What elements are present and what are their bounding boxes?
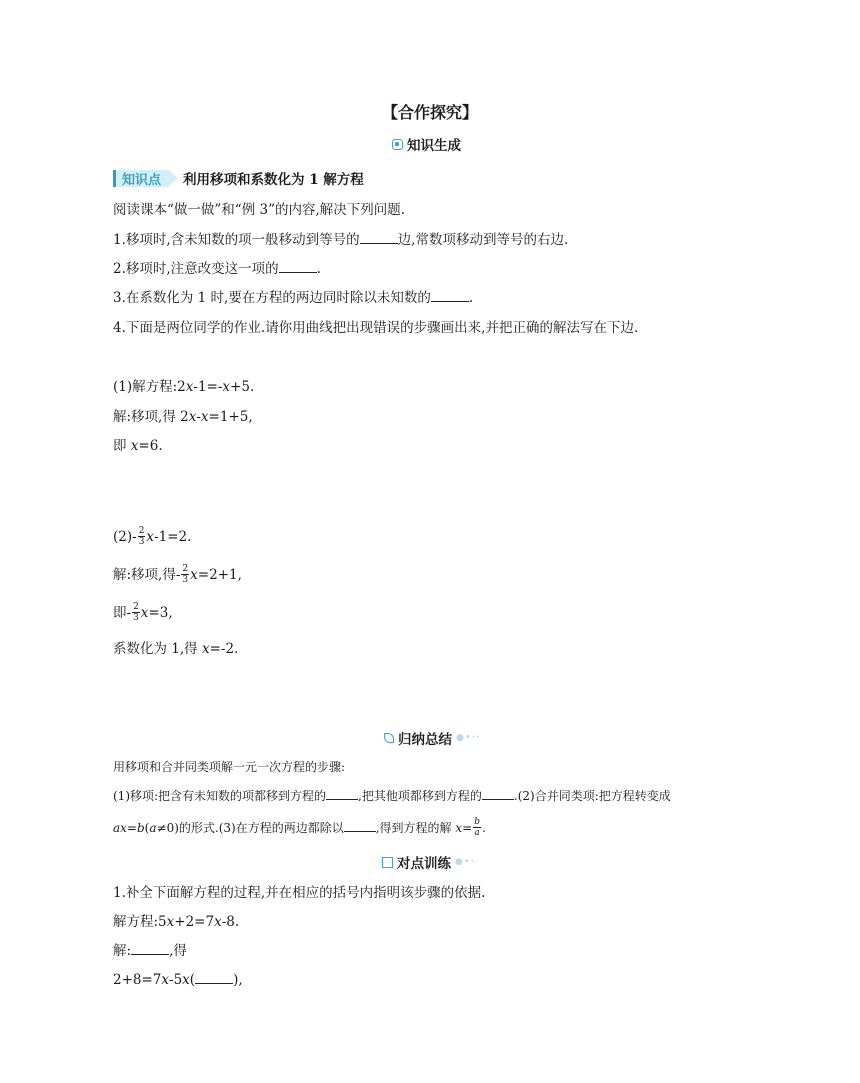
fraction-numerator: b xyxy=(474,817,480,827)
var-x: x xyxy=(130,438,139,454)
work2-text: (2)- xyxy=(113,529,137,545)
var-x: x xyxy=(190,567,198,583)
var-x: x xyxy=(182,972,190,988)
summary-text: = xyxy=(462,821,473,835)
answer-blank xyxy=(360,230,398,244)
knowledge-point-title: 利用移项和系数化为 1 解方程 xyxy=(183,172,364,188)
summary-line3 xyxy=(113,818,486,839)
exercise-line1: 1.补全下面解方程的过程,并在相应的括号内指明该步骤的依据. xyxy=(113,885,486,901)
leaf-icon xyxy=(384,733,394,743)
var-x: x xyxy=(146,529,155,545)
work2-line1 xyxy=(113,527,191,548)
page-title: 【合作探究】 xyxy=(381,103,478,122)
decorative-dots-icon: ●•·· xyxy=(456,733,481,743)
fraction-denominator: a xyxy=(474,828,480,838)
knowledge-point-badge: 知识点 xyxy=(113,170,169,187)
question-4: 4.下面是两位同学的作业.请你用曲线把出现错误的步骤画出来,并把正确的解法写在下边. xyxy=(113,320,639,336)
var-x: x xyxy=(161,972,170,988)
work1-text: - xyxy=(196,409,201,425)
section-heading-summary xyxy=(384,728,480,748)
work2-text: -1=2. xyxy=(154,529,192,545)
work1-text: =6. xyxy=(138,438,163,454)
exercise-text: +2=7 xyxy=(174,914,215,930)
summary-text: ≠0)的形式.(3)在方程的两边都除以 xyxy=(156,821,344,835)
work2-text: =3, xyxy=(148,605,173,621)
fraction-two-thirds xyxy=(181,564,189,585)
summary-text: .(2)合并同类项:把方程转变成 xyxy=(513,789,671,803)
summary-text: ,把其他项都移到方程的 xyxy=(358,789,482,803)
work2-text: 系数化为 1,得 xyxy=(113,641,202,657)
fraction-numerator: 2 xyxy=(138,526,145,536)
summary-var: ax xyxy=(113,821,127,835)
section-heading-text: 知识生成 xyxy=(407,138,461,154)
fraction-two-thirds xyxy=(132,602,140,623)
answer-blank xyxy=(482,788,514,800)
fraction-b-over-a xyxy=(473,817,481,838)
answer-blank xyxy=(431,288,469,302)
q3-text-after: . xyxy=(468,290,474,306)
question-2 xyxy=(113,259,321,279)
exercise-line2 xyxy=(113,912,239,932)
var-x: x xyxy=(201,641,210,657)
fraction-numerator: 2 xyxy=(182,564,189,574)
work2-text: =-2. xyxy=(209,641,239,657)
work2-text: =2+1, xyxy=(197,567,242,583)
var-x: x xyxy=(140,605,149,621)
work1-line3 xyxy=(113,436,163,456)
section-heading-text: 归纳总结 xyxy=(398,732,452,748)
q1-text-after: 边,常数项移动到等号的右边. xyxy=(397,232,569,248)
summary-var: b xyxy=(136,821,145,835)
work1-line1 xyxy=(113,377,254,397)
summary-line1: 用移项和合并同类项解一元一次方程的步骤: xyxy=(113,760,346,774)
exercise-text: -8. xyxy=(221,914,240,930)
work2-text: 解:移项,得- xyxy=(113,567,181,583)
answer-blank xyxy=(326,788,358,800)
var-x: x xyxy=(200,409,209,425)
exercise-text: ( xyxy=(189,972,196,988)
exercise-text: 2+8=7 xyxy=(113,972,162,988)
question-1 xyxy=(113,230,568,250)
fraction-denominator: 3 xyxy=(138,537,145,547)
decorative-dots-icon: ●•· xyxy=(455,857,476,867)
question-3 xyxy=(113,288,473,308)
answer-blank xyxy=(279,259,317,273)
section-heading-practice xyxy=(382,852,475,872)
var-x: x xyxy=(188,409,197,425)
work1-text: =1+5, xyxy=(208,409,253,425)
summary-text: (1)移项:把含有未知数的项都移到方程的 xyxy=(113,789,327,803)
summary-var: x xyxy=(455,821,463,835)
work2-line2 xyxy=(113,565,242,586)
work1-text: +5. xyxy=(230,379,255,395)
var-x: x xyxy=(166,914,175,930)
q2-text-before: 2.移项时,注意改变这一项的 xyxy=(113,261,279,277)
fraction-numerator: 2 xyxy=(133,602,139,612)
q1-text-before: 1.移项时,含未知数的项一般移动到等号的 xyxy=(113,232,360,248)
fraction-denominator: 3 xyxy=(133,613,139,623)
exercise-line3 xyxy=(113,941,187,961)
knowledge-icon xyxy=(392,139,403,150)
section-heading-knowledge xyxy=(392,134,461,154)
answer-blank xyxy=(195,970,233,984)
summary-var: a xyxy=(149,821,157,835)
summary-text: ,得到方程的解 xyxy=(375,821,456,835)
exercise-line4 xyxy=(113,970,243,990)
pencil-icon xyxy=(382,857,393,868)
exercise-text: -5 xyxy=(169,972,183,988)
work2-text: 即- xyxy=(113,605,132,621)
fraction-denominator: 3 xyxy=(182,575,189,585)
summary-text: ( xyxy=(144,821,150,835)
knowledge-point-header xyxy=(113,168,364,188)
var-x: x xyxy=(185,379,194,395)
work1-text: (1)解方程:2 xyxy=(113,379,186,395)
fraction-two-thirds xyxy=(138,526,146,547)
answer-blank xyxy=(344,820,376,832)
summary-text: = xyxy=(126,821,137,835)
intro-text: 阅读课本“做一做”和“例 3”的内容,解决下列问题. xyxy=(113,202,406,218)
q3-text-before: 3.在系数化为 1 时,要在方程的两边同时除以未知数的 xyxy=(113,290,431,306)
summary-text: . xyxy=(481,821,486,835)
exercise-text: 解方程:5 xyxy=(113,914,167,930)
var-x: x xyxy=(222,379,231,395)
work1-text: 解:移项,得 2 xyxy=(113,409,189,425)
section-heading-text: 对点训练 xyxy=(397,856,451,872)
q2-text-after: . xyxy=(316,261,321,277)
var-x: x xyxy=(214,914,222,930)
work2-line3 xyxy=(113,603,173,624)
work1-line2 xyxy=(113,407,253,427)
answer-blank xyxy=(131,941,169,955)
exercise-text: 解: xyxy=(113,943,132,959)
exercise-text: ,得 xyxy=(169,943,187,959)
summary-line2 xyxy=(113,786,671,806)
work2-line4 xyxy=(113,639,238,659)
work1-text: 即 xyxy=(113,438,131,454)
exercise-text: ), xyxy=(233,972,243,988)
work1-text: -1=- xyxy=(193,379,223,395)
